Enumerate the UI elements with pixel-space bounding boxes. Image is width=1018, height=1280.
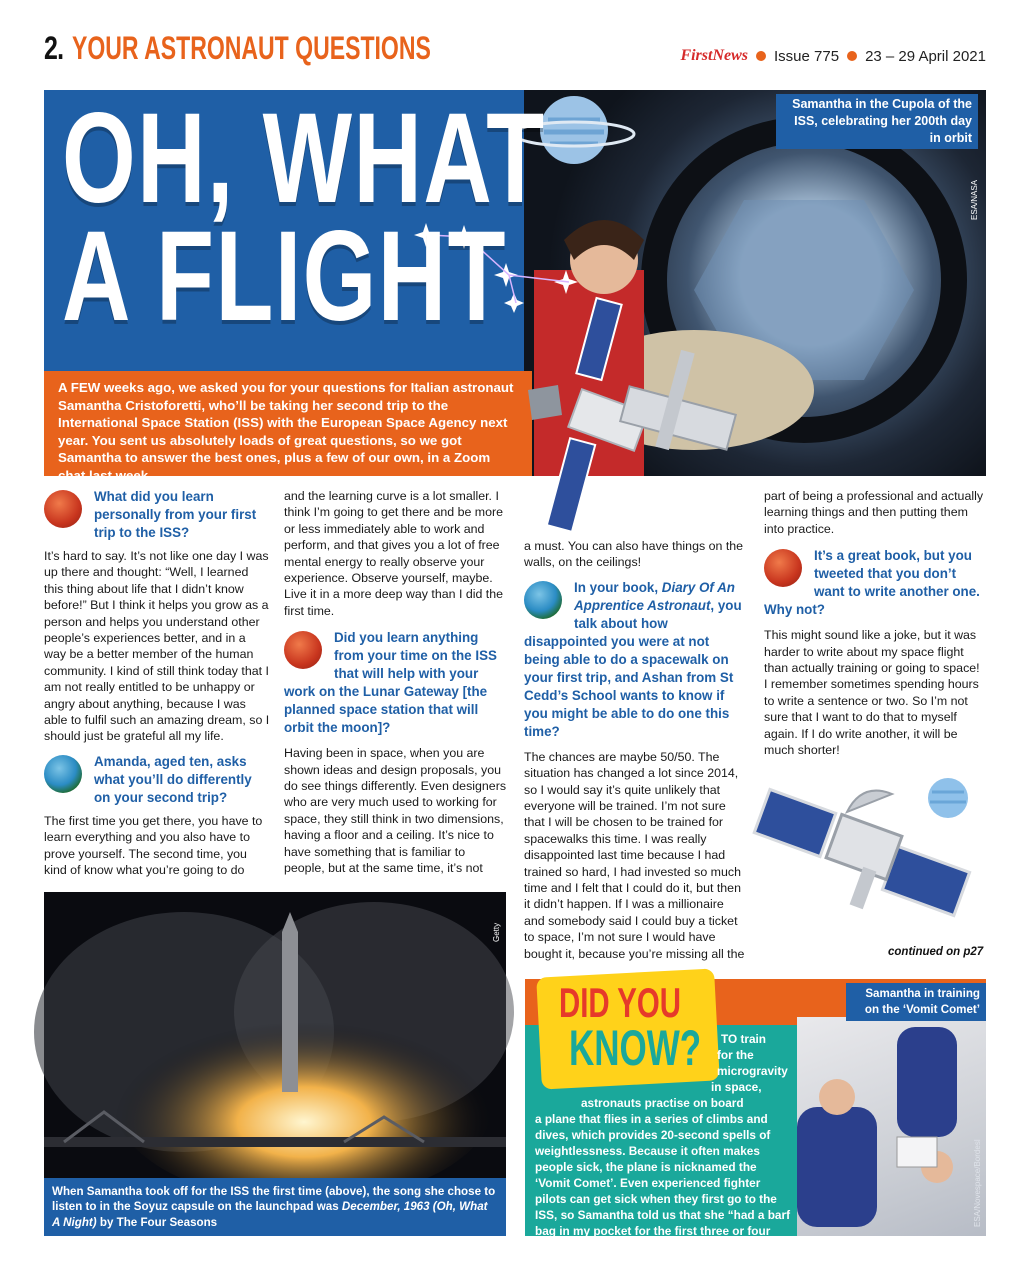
bullet-icon	[847, 51, 857, 61]
answer-4: The chances are maybe 50/50. The situation has changed a lot since 2014, so I would say it’s quite unlikely that everyone will be trained. I’m not sure that I will be chosen to be trained for spacewalks this time. I was really disappointed last time because I had trained so hard, I had invested so much time and I felt that I could do it, but then it didn’t happen. If I was a millionaire and somebody said I could buy a ticket to space, I’m not sure I would have bought it, because you’re missing all the	[524, 749, 745, 961]
dyk-text-e: astronauts practise on board	[581, 1096, 744, 1110]
earth-icon	[524, 581, 562, 619]
photo-credit: Getty	[492, 922, 501, 942]
answer-4-continued: part of being a professional and actually learning things and then putting them into practice.	[764, 489, 984, 536]
answer-5: This might sound like a joke, but it was harder to write about my space flight than actually training or going to space! I remember sometimes spending hours to write a sentence or two. So I’m not sure that I want to do that to myself again. If I do write another, it will be much shorter!	[764, 628, 980, 758]
space-station-icon	[528, 290, 748, 545]
dyk-text-d: in space,	[711, 1080, 762, 1094]
earth-icon	[44, 755, 82, 793]
vomit-comet-photo	[797, 1017, 986, 1236]
photo-credit: ESA/NASA	[970, 179, 979, 220]
intro-paragraph: A FEW weeks ago, we asked you for your questions for Italian astronaut Samantha Cristoforetti, who’ll be taking her second trip to the International Space Station (ISS) with the European Space Agency next year. You sent us absolutely loads of great questions, so we got Samantha to answer the best ones, plus a few of our own, in a Zoom chat last week.	[44, 371, 532, 476]
dyk-text-c: microgravity	[717, 1064, 788, 1078]
continued-note: continued on p27	[888, 946, 984, 958]
dyk-text-b: for the	[717, 1048, 754, 1062]
did-you-know-box	[525, 979, 986, 1254]
red-planet-icon	[764, 549, 802, 587]
satellite-icon	[752, 772, 984, 932]
song-title: December, 1963 (Oh, What A Night)	[52, 1200, 488, 1229]
column-3	[524, 538, 746, 962]
launch-caption-pre: When Samantha took off for the ISS the first time (above), the song she chose to listen to in the Soyuz capsule on the launchpad was	[52, 1184, 496, 1213]
headline-line2: A FLIGHT	[62, 205, 508, 348]
column-1	[44, 488, 270, 879]
question-4-post: , you talk about how disappointed you were at not being able to do a spacewalk on your first trip, and Ashan from St Cedd’s School wants to know if you might be able to do one this time?	[524, 597, 742, 739]
answer-2-continued: and the learning curve is a lot smaller. I think I’m going to get there and be more or less immediately able to work and perform, and that gives you a lot of free mental energy to really observe your experience. Observe yourself, maybe. Live it in a more deep way than I did the first time.	[284, 489, 504, 618]
dyk-photo-caption: Samantha in training on the ‘Vomit Comet’	[846, 983, 986, 1021]
column-4	[764, 488, 986, 758]
brand-logo: FirstNews	[680, 47, 749, 64]
launch-photo	[44, 892, 506, 1236]
dyk-text-main: a plane that flies in a series of climbs and dives, which provides 20-second spells of weightlessness. Because it often makes people sick, the plane is nicknamed the ‘Vomit Comet’. Even experienced fighter pilots can get sick when they first go to the ISS, so Samantha told us that she “had a barf bag in my pocket for the first three or four days, just in case!”	[535, 1112, 790, 1254]
answer-2: The first time you get there, you have to learn everything and you also have to prove yourself. The second time, you kind of know what you’re going to do	[44, 813, 263, 878]
answer-1: It’s hard to say. It’s not like one day I was up there and thought: “Well, I learned this thing about life that I didn’t know before!” But I think it helps you grow as a person and helps you understand other people’s experiences better, and in a way be a better member of the human community. I kind of still think today that I am not really entitled to be unhappy or angry about anything, because I was able to fulfil such an amazing dream, so I should just be grateful all my life.	[44, 549, 270, 744]
answer-3: Having been in space, when you are shown ideas and design proposals, you do see things differently. Even designers who are very much used to working for space, they still think in two dimensions, having a floor and a ceiling. It’s nice to have something that is familiar to people, but at the same time, it’s not	[284, 746, 507, 876]
section-title: YOUR ASTRONAUT QUESTIONS	[72, 30, 431, 66]
photo-caption: Samantha in the Cupola of the ISS, celebrating her 200th day in orbit	[776, 94, 978, 149]
question-5: It’s a great book, but you tweeted that you don’t want to write another one. Why not?	[764, 548, 980, 618]
dyk-text-a: TO train	[721, 1032, 767, 1046]
book-title: Diary Of An Apprentice Astronaut	[574, 579, 735, 613]
question-4-pre: In your book,	[574, 579, 662, 595]
astronauts-floating-illustration	[797, 1017, 986, 1236]
launch-caption-post: by The Four Seasons	[96, 1215, 218, 1229]
masthead	[680, 47, 986, 65]
question-3: Did you learn anything from your time on the ISS that will help with your work on the Lunar Gateway [the planned space station that will orbit the moon]?	[284, 630, 497, 736]
question-1: What did you learn personally from your first trip to the ISS?	[94, 489, 257, 540]
red-planet-icon	[284, 631, 322, 669]
column-2	[284, 488, 508, 877]
question-2: Amanda, aged ten, asks what you’ll do differently on your second trip?	[94, 753, 252, 805]
issue-number: Issue 775	[774, 47, 840, 65]
dyk-title-line1: DID YOU	[559, 979, 681, 1026]
issue-date: 23 – 29 April 2021	[865, 47, 986, 65]
dyk-title-line2: KNOW?	[569, 1020, 702, 1076]
headline-line1: OH, WHAT	[62, 87, 546, 230]
photo-credit: ESA/Novespace/Bordesl	[973, 1139, 982, 1227]
section-number: 2.	[44, 30, 64, 66]
answer-3-continued: a must. You can also have things on the walls, on the ceilings!	[524, 539, 744, 570]
red-planet-icon	[44, 490, 82, 528]
bullet-icon	[756, 51, 766, 61]
launch-caption	[44, 1178, 506, 1237]
headline	[62, 87, 546, 348]
